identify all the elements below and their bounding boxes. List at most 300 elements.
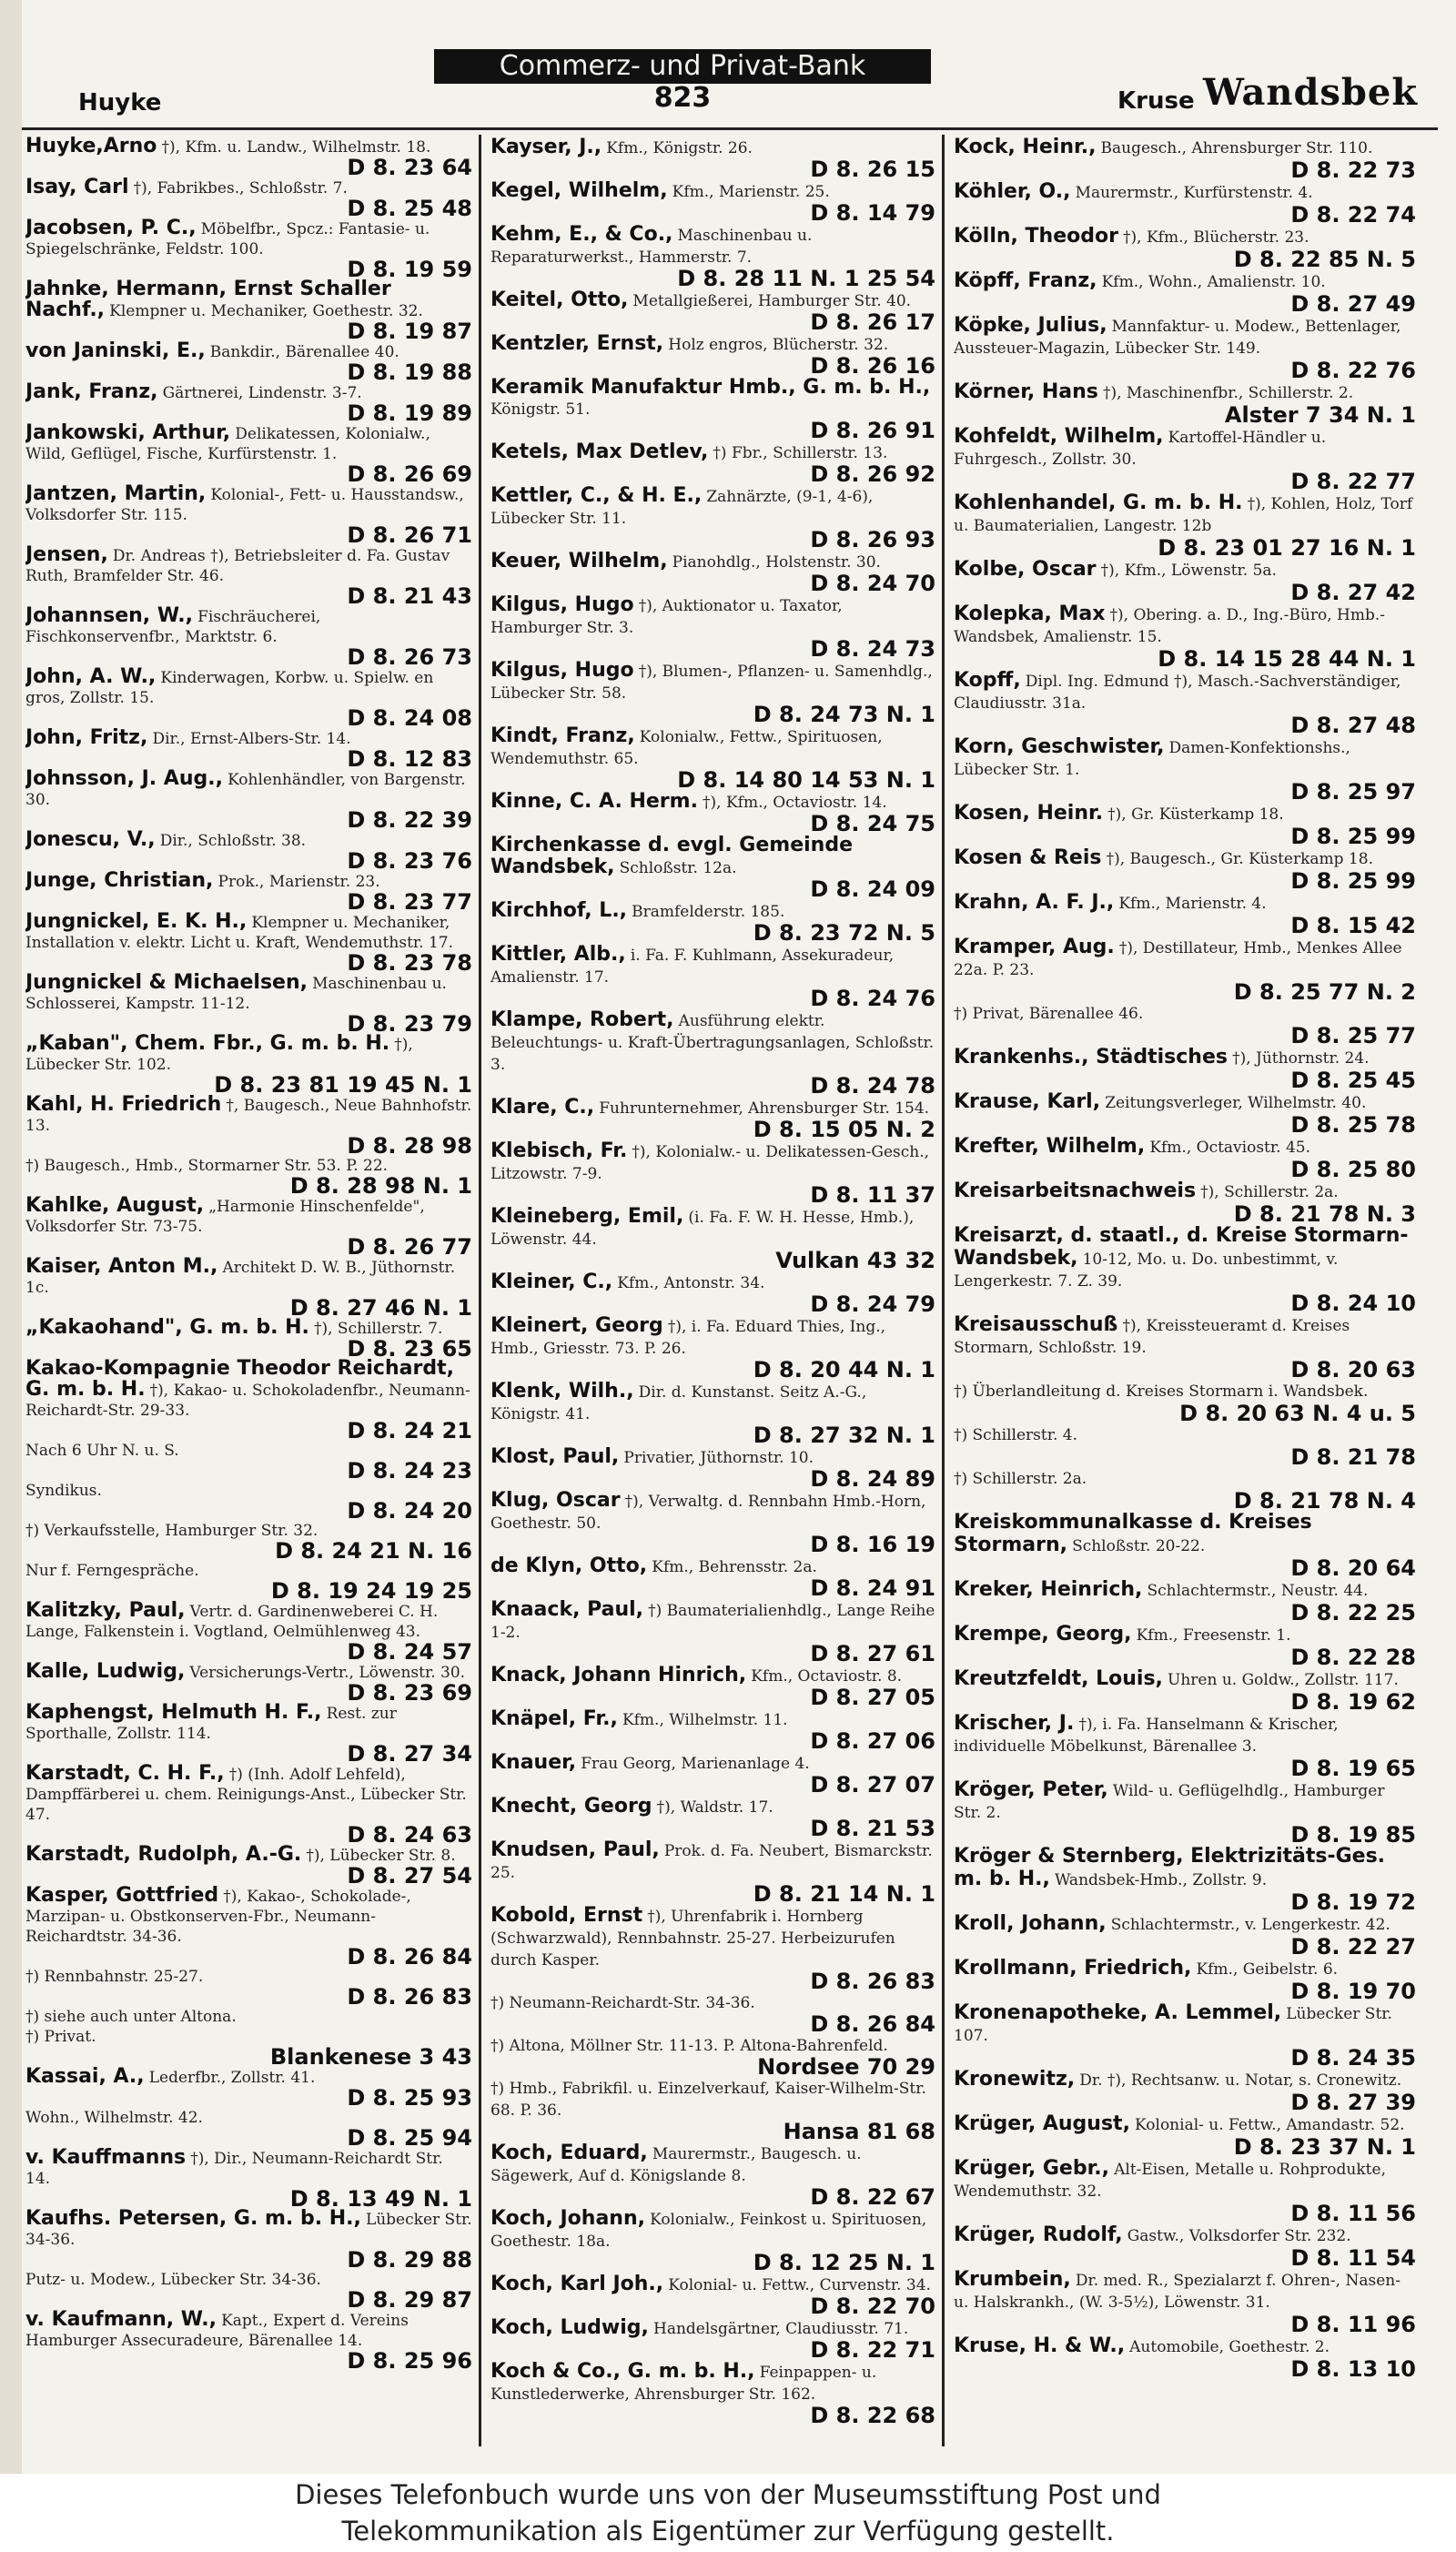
directory-entry — [954, 1381, 1416, 1424]
entry-details: Kapt., Expert d. Vereins Hamburger Assecuradeure, Bärenallee 14. — [25, 2312, 409, 2350]
entry-name: Klug, Oscar — [490, 1489, 621, 1512]
entry-details: Uhren u. Goldw., Zollstr. 117. — [1168, 1671, 1399, 1689]
entry-name: Kahl, H. Friedrich — [25, 1093, 222, 1116]
directory-entry — [490, 660, 935, 725]
entry-phone: D 8. 28 11 N. 1 25 54 — [677, 266, 935, 291]
entry-details: Dir., Schloßstr. 38. — [159, 832, 307, 850]
entry-details: Schlachtermstr., v. Lengerkestr. 42. — [1110, 1916, 1390, 1934]
directory-entry — [490, 2078, 935, 2142]
entry-name: Kopff, — [954, 669, 1021, 692]
directory-entry — [954, 1913, 1416, 1958]
entry-phone: D 8. 24 91 — [810, 1575, 935, 1601]
entry-name: Koch, Karl Joh., — [490, 2273, 664, 2295]
column-divider — [479, 135, 481, 2446]
entry-phone: D 8. 11 56 — [1290, 2201, 1416, 2226]
directory-entry — [954, 181, 1416, 226]
entry-details: †), Lübecker Str. 8. — [306, 1847, 456, 1865]
directory-entry — [25, 665, 472, 731]
directory-entry — [954, 2224, 1416, 2269]
entry-details: †), Jüthornstr. 24. — [1232, 1049, 1370, 1068]
directory-entry — [25, 137, 472, 180]
directory-entry — [490, 1271, 935, 1315]
entry-phone: D 8. 26 84 — [810, 2011, 935, 2037]
entry-phone: D 8. 13 49 N. 1 — [289, 2186, 472, 2212]
header-left-word: Huyke — [78, 89, 162, 116]
entry-phone: D 8. 19 65 — [1290, 1756, 1416, 1781]
entry-name: Keitel, Otto, — [490, 289, 629, 311]
binding-edge — [0, 0, 22, 2474]
directory-entry — [954, 937, 1416, 1003]
directory-entry — [490, 1752, 935, 1796]
entry-phone: D 8. 25 45 — [1290, 1068, 1416, 1093]
entry-name: John, A. W., — [25, 665, 157, 688]
directory-entry — [490, 1446, 935, 1490]
entry-name: Krüger, Gebr., — [954, 2157, 1110, 2180]
directory-entry — [25, 2108, 472, 2151]
entry-name: Keramik Manufaktur Hmb., G. m. b. H., — [490, 376, 931, 399]
entry-details: Kartoffel-Händler u. Fuhrgesch., Zollstr. 30. — [954, 429, 1327, 469]
directory-entry — [490, 1490, 935, 1555]
directory-entry — [25, 2027, 472, 2070]
directory-entry — [25, 1561, 472, 1604]
entry-name: Kreisarbeitsnachweis — [954, 1180, 1197, 1202]
directory-entry — [490, 1206, 935, 1271]
entry-name: Kehm, E., & Co., — [490, 223, 673, 246]
entry-phone: D 8. 24 35 — [1290, 2045, 1416, 2071]
entry-name: Ketels, Max Detlev, — [490, 441, 709, 463]
entry-details: †), Kfm., Löwenstr. 5a. — [1100, 562, 1277, 580]
entry-details: Lübecker Str. 107. — [954, 2005, 1392, 2045]
directory-entry — [490, 594, 935, 660]
entry-name: Jacobsen, P. C., — [25, 217, 197, 239]
entry-details: †), Auktionator u. Taxator, Hamburger Str. 3. — [490, 597, 843, 637]
entry-details: Nur f. Ferngespräche. — [25, 1562, 199, 1580]
entry-phone: D 8. 22 76 — [1290, 358, 1416, 383]
directory-entry — [25, 1701, 472, 1767]
entry-phone: D 8. 23 64 — [347, 155, 472, 180]
directory-entry — [490, 1992, 935, 2035]
entry-name: Krankenhs., Städtisches — [954, 1046, 1228, 1068]
entry-phone: D 8. 24 21 N. 16 — [275, 1538, 472, 1564]
entry-name: Kindt, Franz, — [490, 724, 635, 747]
entry-name: Kentzler, Ernst, — [490, 332, 664, 355]
entry-details: Klempner u. Mechaniker, Installation v. elektr. Licht u. Kraft, Wendemuthstr. 17. — [25, 914, 453, 952]
entry-details: Gastw., Volksdorfer Str. 232. — [1127, 2227, 1351, 2245]
entry-name: Kirchhof, L., — [490, 899, 628, 922]
entry-name: Koch, Johann, — [490, 2207, 645, 2230]
entry-phone: D 8. 24 57 — [347, 1639, 472, 1665]
entry-details: Dir. d. Kunstanst. Seitz A.-G., Königstr. 41. — [490, 1383, 867, 1423]
entry-phone: D 8. 23 81 19 45 N. 1 — [214, 1072, 472, 1098]
directory-entry — [25, 543, 472, 609]
entry-details: †), Dir., Neumann-Reichardt Str. 14. — [25, 2150, 443, 2188]
entry-details: Privatier, Jüthornstr. 10. — [623, 1449, 814, 1467]
entry-name: Kreutzfeldt, Louis, — [954, 1667, 1163, 1690]
entry-details: †), Kfm., Blücherstr. 23. — [1123, 228, 1309, 247]
entry-name: Johannsen, W., — [25, 604, 194, 627]
entry-details: †) Privat. — [25, 2028, 96, 2046]
entry-details: Ausführung elektr. Beleuchtungs- u. Kraft-Übertragungsanlagen, Schloßstr. 3. — [490, 1012, 935, 1074]
entry-name: Klare, C., — [490, 1096, 595, 1119]
entry-name: Kreisausschuß — [954, 1313, 1118, 1336]
entry-name: von Janinski, E., — [25, 339, 206, 362]
entry-name: Korn, Geschwister, — [954, 735, 1165, 758]
directory-entry — [490, 289, 935, 333]
directory-entry — [954, 1713, 1416, 1779]
entry-phone: D 8. 16 19 — [810, 1532, 935, 1557]
entry-name: Jungnickel, E. K. H., — [25, 910, 248, 933]
directory-entry — [954, 381, 1416, 426]
entry-name: Huyke,Arno — [25, 137, 157, 157]
entry-name: Jonescu, V., — [25, 828, 156, 851]
directory-entry — [954, 1668, 1416, 1713]
entry-name: Knäpel, Fr., — [490, 1707, 618, 1730]
footer-line-1: Dieses Telefonbuch wurde uns von der Museumsstiftung Post und — [295, 2479, 1161, 2510]
entry-phone: D 8. 22 28 — [1290, 1645, 1416, 1670]
entry-details: †) Privat, Bärenallee 46. — [954, 1005, 1144, 1023]
entry-phone: D 8. 19 72 — [1290, 1889, 1416, 1915]
entry-details: †), Kohlen, Holz, Torf u. Baumaterialien, Langestr. 12b — [954, 495, 1413, 535]
entry-details: †) Fbr., Schillerstr. 13. — [713, 444, 888, 462]
entry-name: Kronenapotheke, A. Lemmel, — [954, 2001, 1282, 2024]
entry-phone: Hansa 81 68 — [783, 2119, 935, 2144]
entry-details: †), Verwaltg. d. Rennbahn Hmb.-Horn, Goethestr. 50. — [490, 1493, 926, 1533]
entry-phone: D 8. 27 39 — [1290, 2090, 1416, 2115]
directory-entry — [490, 180, 935, 224]
entry-phone: D 8. 27 32 N. 1 — [753, 1423, 935, 1448]
directory-entry — [954, 315, 1416, 381]
entry-phone: D 8. 26 84 — [347, 1944, 472, 1970]
entry-details: †) Verkaufsstelle, Hamburger Str. 32. — [25, 1522, 318, 1540]
entry-name: Kalitzky, Paul, — [25, 1599, 186, 1622]
directory-entry — [490, 1796, 935, 1839]
directory-entry — [490, 1708, 935, 1752]
entry-phone: D 8. 22 67 — [810, 2184, 935, 2210]
entry-phone: D 8. 23 37 N. 1 — [1233, 2134, 1416, 2160]
entry-phone: D 8. 27 49 — [1290, 291, 1416, 317]
entry-details: Wild- u. Geflügelhdlg., Hamburger Str. 2. — [954, 1782, 1385, 1822]
directory-entry — [954, 2158, 1416, 2224]
entry-name: Kramper, Aug. — [954, 936, 1115, 958]
entry-name: Kroll, Johann, — [954, 1912, 1107, 1935]
entry-phone: D 8. 23 65 — [347, 1336, 472, 1362]
bank-banner: Commerz- und Privat-Bank — [434, 49, 931, 84]
entry-phone: D 8. 19 70 — [1290, 1979, 1416, 2004]
entry-name: Kahlke, August, — [25, 1194, 205, 1217]
entry-phone: D 8. 27 46 N. 1 — [289, 1295, 472, 1321]
entry-details: †), Kakao- u. Schokoladenfbr., Neumann-Reichardt-Str. 29-33. — [25, 1382, 470, 1420]
entry-name: Krüger, August, — [954, 2112, 1130, 2135]
directory-entry — [490, 2142, 935, 2208]
directory-entry — [954, 1424, 1416, 1468]
directory-entry — [25, 380, 472, 426]
entry-name: Köpke, Julius, — [954, 314, 1107, 337]
entry-details: Rest. zur Sporthalle, Zollstr. 114. — [25, 1705, 397, 1743]
entry-name: Koch, Eduard, — [490, 2142, 648, 2164]
directory-entry — [25, 1843, 472, 1889]
entry-name: „Kaban", Chem. Fbr., G. m. b. H. — [25, 1032, 390, 1055]
entry-phone: D 8. 23 72 N. 5 — [753, 920, 935, 946]
entry-phone: D 8. 24 08 — [347, 705, 472, 731]
entry-details: †), Kolonialw.- u. Delikatessen-Gesch., Litzowstr. 7-9. — [490, 1143, 930, 1183]
entry-phone: D 8. 19 62 — [1290, 1689, 1416, 1715]
entry-phone: D 8. 27 05 — [810, 1685, 935, 1710]
entry-name: Kettler, C., & H. E., — [490, 484, 703, 507]
entry-details: Baugesch., Ahrensburger Str. 110. — [1100, 139, 1373, 157]
directory-entry — [490, 137, 935, 180]
entry-details: Maschinenbau u. Reparaturwerkst., Hammerstr. 7. — [490, 227, 813, 267]
entry-phone: D 8. 26 16 — [810, 353, 935, 379]
directory-entry — [954, 1958, 1416, 2002]
entry-name: Krefter, Wilhelm, — [954, 1135, 1146, 1158]
entry-phone: D 8. 26 83 — [810, 1969, 935, 1994]
entry-details: Schloßstr. 12a. — [619, 859, 737, 877]
entry-details: †), Kakao-, Schokolade-, Marzipan- u. Obstkonserven-Fbr., Neumann-Reichardtstr. 34-36. — [25, 1888, 411, 1946]
entry-phone: D 8. 24 63 — [347, 1822, 472, 1848]
entry-phone: D 8. 19 59 — [347, 257, 472, 282]
entry-name: Kakao-Kompagnie Theodor Reichardt, G. m. b. H. — [25, 1357, 454, 1401]
directory-entry — [25, 1481, 472, 1524]
directory-entry — [25, 1032, 472, 1098]
entry-details: †), Destillateur, Hmb., Menkes Allee 22a. P. 23. — [954, 939, 1402, 979]
entry-name: Kayser, J., — [490, 137, 602, 158]
entry-details: †) siehe auch unter Altona. — [25, 2008, 237, 2026]
entry-phone: D 8. 15 42 — [1290, 913, 1416, 938]
directory-entry — [954, 803, 1416, 847]
entry-phone: D 8. 21 78 N. 4 — [1233, 1488, 1416, 1514]
entry-details: Maurermstr., Baugesch. u. Sägewerk, Auf d. Königslande 8. — [490, 2145, 862, 2185]
entry-details: Kfm., Wohn., Amalienstr. 10. — [1101, 273, 1326, 291]
entry-name: Johnsson, J. Aug., — [25, 767, 223, 790]
entry-phone: D 8. 28 98 — [347, 1133, 472, 1159]
entry-name: Klampe, Robert, — [490, 1008, 674, 1031]
entry-details: Kfm., Wilhelmstr. 11. — [622, 1711, 788, 1729]
entry-name: Kaiser, Anton M., — [25, 1255, 218, 1278]
directory-entry — [25, 971, 472, 1037]
entry-name: Jungnickel & Michaelsen, — [25, 971, 308, 994]
entry-phone: D 8. 26 69 — [347, 461, 472, 487]
entry-phone: D 8. 23 77 — [347, 889, 472, 915]
directory-entry — [490, 2208, 935, 2274]
entry-details: Kfm., Octaviostr. 45. — [1149, 1139, 1310, 1157]
entry-phone: D 8. 26 15 — [810, 157, 935, 182]
entry-details: †), Obering. a. D., Ing.-Büro, Hmb.-Wandsbek, Amalienstr. 15. — [954, 606, 1385, 646]
entry-name: Knauer, — [490, 1751, 577, 1774]
column-1 — [25, 137, 472, 2448]
directory-entry — [954, 603, 1416, 670]
entry-name: Klenk, Wilh., — [490, 1380, 634, 1403]
entry-details: †), Blumen-, Pflanzen- u. Samenhdlg., Lübecker Str. 58. — [490, 663, 933, 703]
entry-details: Kinderwagen, Korbw. u. Spielw. en gros, Zollstr. 15. — [25, 669, 434, 707]
entry-details: †), Baugesch., Gr. Küsterkamp 18. — [1106, 850, 1373, 868]
directory-entry — [954, 670, 1416, 736]
entry-phone: Nordsee 70 29 — [757, 2054, 935, 2080]
directory-entry — [490, 1009, 935, 1097]
entry-phone: D 8. 21 78 N. 3 — [1233, 1201, 1416, 1227]
entry-name: Jankowski, Arthur, — [25, 421, 231, 444]
entry-details: Metallgießerei, Hamburger Str. 40. — [632, 292, 912, 310]
entry-name: „Kakaohand", G. m. b. H. — [25, 1316, 309, 1339]
entry-phone: D 8. 25 77 N. 2 — [1233, 979, 1416, 1005]
entry-name: Kröger, Peter, — [954, 1778, 1108, 1801]
directory-entry — [25, 482, 472, 548]
directory-entry — [954, 1468, 1416, 1512]
entry-details: †) (Inh. Adolf Lehfeld), Dampffärberei u. chem. Reinigungs-Anst., Lübecker Str. 47. — [25, 1766, 467, 1824]
directory-entry — [490, 2361, 935, 2426]
entry-phone: D 8. 23 01 27 16 N. 1 — [1158, 535, 1416, 561]
entry-phone: D 8. 23 69 — [347, 1680, 472, 1706]
entry-phone: D 8. 21 43 — [347, 583, 472, 609]
entry-name: Kronewitz, — [954, 2068, 1076, 2091]
entry-details: Dr. Andreas †), Betriebsleiter d. Fa. Gustav Ruth, Bramfelder Str. 46. — [25, 547, 450, 585]
entry-details: Versicherungs-Vertr., Löwenstr. 30. — [189, 1664, 466, 1682]
entry-details: Architekt D. W. B., Jüthornstr. 1c. — [25, 1259, 456, 1297]
entry-details: Dr. med. R., Spezialarzt f. Ohren-, Nasen- u. Halskrankh., (W. 3-5½), Löwenstr. 31. — [954, 2272, 1400, 2312]
entry-phone: D 8. 22 25 — [1290, 1600, 1416, 1625]
entry-phone: D 8. 24 70 — [810, 571, 935, 596]
entry-details: †), i. Fa. Hanselmann & Krischer, individuelle Möbelkunst, Bärenallee 3. — [954, 1716, 1339, 1756]
directory-entry — [954, 1624, 1416, 1668]
entry-phone: D 8. 27 34 — [347, 1741, 472, 1767]
directory-entry — [954, 1091, 1416, 1136]
entry-phone: D 8. 13 10 — [1290, 2356, 1416, 2382]
entry-phone: D 8. 25 99 — [1290, 824, 1416, 849]
directory-entry — [954, 559, 1416, 603]
entry-phone: D 8. 12 83 — [347, 746, 472, 772]
entry-name: Kosen & Reis — [954, 846, 1102, 869]
entry-details: (i. Fa. F. W. H. Hesse, Hmb.), Löwenstr. 44. — [490, 1209, 915, 1249]
entry-phone: D 8. 23 79 — [347, 1011, 472, 1037]
entry-phone: D 8. 22 85 N. 5 — [1233, 247, 1416, 272]
directory-entry — [954, 2113, 1416, 2158]
entry-details: Frau Georg, Marienanlage 4. — [581, 1755, 810, 1773]
directory-entry — [25, 1316, 472, 1362]
entry-phone: D 8. 24 78 — [810, 1073, 935, 1099]
entry-details: Fischräucherei, Fischkonservenfbr., Marktstr. 6. — [25, 608, 321, 646]
entry-details: Schlachtermstr., Neustr. 44. — [1147, 1582, 1369, 1600]
entry-phone: D 8. 27 61 — [810, 1641, 935, 1666]
entry-name: Kleineberg, Emil, — [490, 1205, 684, 1228]
directory-entry — [25, 828, 472, 874]
directory-entry — [490, 551, 935, 594]
entry-details: Kfm., Freesenstr. 1. — [1136, 1626, 1291, 1645]
entry-details: Maschinenbau u. Schlosserei, Kampstr. 11-12. — [25, 975, 447, 1013]
entry-phone: D 8. 22 27 — [1290, 1934, 1416, 1960]
directory-entry — [490, 2317, 935, 2361]
entry-details: †), Uhrenfabrik i. Hornberg (Schwarzwald), Rennbahnstr. 25-27. Herbeizurufen durch Kasper. — [490, 1908, 895, 1970]
entry-details: Schloßstr. 20-22. — [1072, 1537, 1206, 1555]
directory-entry — [490, 333, 935, 377]
entry-details: Zeitungsverleger, Wilhelmstr. 40. — [1105, 1094, 1367, 1112]
entry-details: Maurermstr., Kurfürstenstr. 4. — [1075, 184, 1313, 202]
directory-entry — [25, 1762, 472, 1848]
column-3 — [954, 137, 1416, 2448]
directory-entry — [25, 1156, 472, 1199]
entry-phone: D 8. 12 25 N. 1 — [753, 2250, 935, 2275]
entry-phone: D 8. 11 37 — [810, 1182, 935, 1208]
entry-details: †), i. Fa. Eduard Thies, Ing., Hmb., Griesstr. 73. P. 26. — [490, 1318, 886, 1358]
entry-name: Kalle, Ludwig, — [25, 1660, 186, 1683]
directory-entry — [490, 224, 935, 289]
entry-details: †), Waldstr. 17. — [656, 1798, 774, 1817]
entry-name: Kreisarzt, d. staatl., d. Kreise Stormarn-Wandsbek, — [954, 1224, 1409, 1270]
entry-details: Lederfbr., Zollstr. 41. — [148, 2069, 316, 2087]
entry-details: Delikatessen, Kolonialw., Wild, Geflügel, Fische, Kurfürstenstr. 1. — [25, 425, 430, 463]
entry-phone: D 8. 26 91 — [810, 418, 935, 443]
entry-details: †) Altona, Möllner Str. 11-13. P. Altona-Bahrenfeld. — [490, 2037, 888, 2055]
entry-phone: D 8. 29 88 — [347, 2247, 472, 2273]
directory-entry — [25, 1884, 472, 1970]
entry-name: Kobold, Ernst — [490, 1904, 643, 1927]
entry-details: †), Maschinenfbr., Schillerstr. 2. — [1102, 384, 1354, 402]
directory-entry — [490, 1599, 935, 1665]
entry-name: Kasper, Gottfried — [25, 1884, 219, 1907]
directory-entry — [490, 2035, 935, 2078]
entry-name: Keuer, Wilhelm, — [490, 550, 668, 572]
entry-name: Kassai, A., — [25, 2065, 145, 2088]
entry-details: Möbelfbr., Spcz.: Fantasie- u. Spiegelschränke, Feldstr. 100. — [25, 220, 430, 258]
entry-name: Kleinert, Georg — [490, 1314, 663, 1337]
directory-entry — [954, 736, 1416, 803]
entry-phone: D 8. 19 87 — [347, 319, 472, 344]
entry-details: †) Schillerstr. 2a. — [954, 1470, 1087, 1488]
entry-name: Köpff, Franz, — [954, 269, 1097, 292]
entry-phone: D 8. 11 54 — [1290, 2245, 1416, 2271]
entry-phone: D 8. 25 78 — [1290, 1112, 1416, 1138]
entry-phone: D 8. 14 80 14 53 N. 1 — [677, 767, 935, 793]
entry-details: Kohlenhändler, von Bargenstr. 30. — [25, 771, 466, 809]
directory-entry — [490, 2274, 935, 2317]
entry-phone: D 8. 20 44 N. 1 — [753, 1357, 935, 1382]
entry-name: Karstadt, Rudolph, A.-G. — [25, 1843, 302, 1866]
directory-entry — [25, 1660, 472, 1706]
entry-details: Handelsgärtner, Claudiusstr. 71. — [653, 2320, 909, 2338]
entry-details: Bramfelderstr. 185. — [632, 903, 785, 921]
entry-name: Jahnke, Hermann, Ernst Schaller Nachf., — [25, 278, 391, 321]
directory-entry — [25, 2007, 472, 2027]
entry-name: Kröger & Sternberg, Elektrizitäts-Ges. m. b. H., — [954, 1845, 1386, 1890]
entry-name: Knaack, Paul, — [490, 1598, 644, 1621]
header-right-word: Kruse — [1117, 87, 1195, 115]
entry-name: Krahn, A. F. J., — [954, 891, 1115, 914]
entry-name: Krause, Karl, — [954, 1090, 1101, 1113]
header-city: Wandsbek — [1203, 71, 1419, 114]
entry-phone: D 8. 26 77 — [347, 1234, 472, 1260]
entry-phone: D 8. 25 93 — [347, 2085, 472, 2111]
entry-details: Prok. d. Fa. Neubert, Bismarckstr. 25. — [490, 1842, 933, 1882]
entry-details: †) Schillerstr. 4. — [954, 1426, 1077, 1444]
entry-phone: D 8. 24 09 — [810, 876, 935, 902]
entry-phone: D 8. 25 99 — [1290, 868, 1416, 894]
entry-phone: D 8. 20 64 — [1290, 1555, 1416, 1581]
directory-entry — [954, 1512, 1416, 1579]
directory-entry — [25, 217, 472, 282]
entry-name: Knecht, Georg — [490, 1795, 652, 1818]
entry-name: Kohlenhandel, G. m. b. H. — [954, 491, 1243, 514]
entry-name: de Klyn, Otto, — [490, 1554, 648, 1577]
directory-entry — [954, 2335, 1416, 2380]
directory-entry — [490, 944, 935, 1009]
entry-name: Kegel, Wilhelm, — [490, 179, 668, 202]
entry-phone: D 8. 22 70 — [810, 2294, 935, 2319]
entry-details: Kfm., Marienstr. 25. — [672, 183, 830, 201]
page-number: 823 — [653, 82, 712, 114]
directory-entry — [490, 1555, 935, 1599]
entry-details: Dir., Ernst-Albers-Str. 14. — [152, 730, 351, 748]
entry-details: „Harmonie Hinschenfelde", Volksdorfer Str. 73-75. — [25, 1198, 425, 1236]
footer-line-2: Telekommunikation als Eigentümer zur Verfügung gestellt. — [341, 2516, 1115, 2547]
directory-entry — [954, 1180, 1416, 1225]
